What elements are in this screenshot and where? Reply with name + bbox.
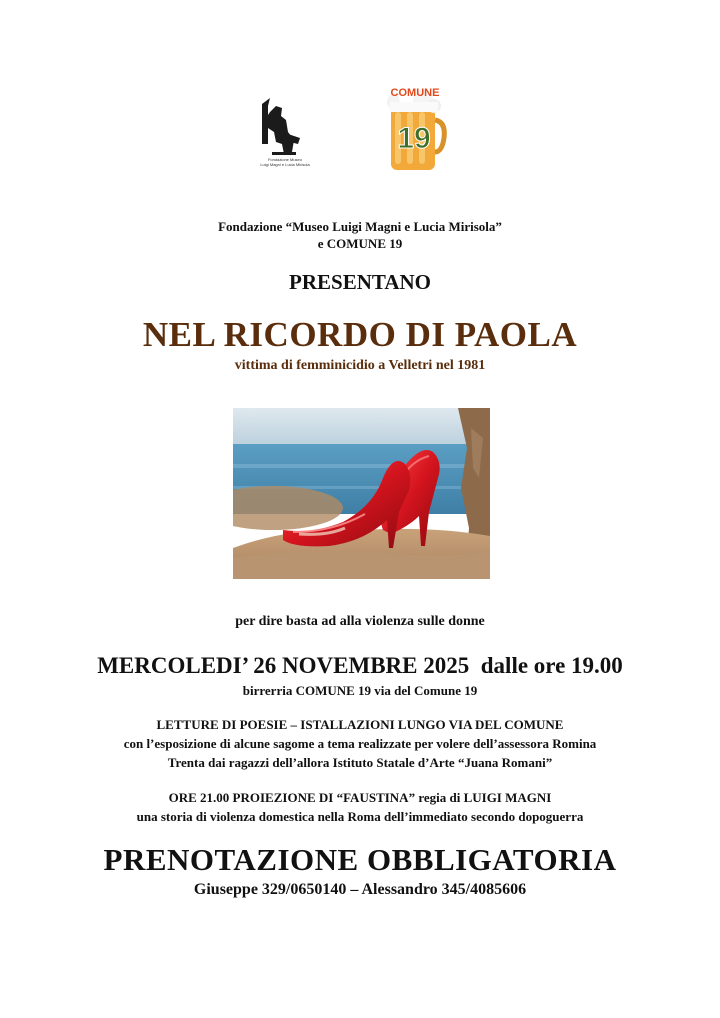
header-line-1: Fondazione “Museo Luigi Magni e Lucia Mirisola” [218, 219, 502, 234]
red-high-heels-photo-icon [233, 408, 490, 579]
red-heels-photo [233, 408, 490, 579]
screening-line-1: ORE 21.00 PROIEZIONE DI “FAUSTINA” regia di LUIGI MAGNI [168, 790, 552, 805]
event-date: MERCOLEDI’ 26 NOVEMBRE 2025 dalle ore 19.00 [97, 653, 623, 678]
comune19-logo [382, 82, 448, 176]
museum-logo-caption-2: Luigi Magni e Lucia Mirisola [260, 162, 310, 167]
page-subtitle: vittima di femminicidio a Velletri nel 1981 [234, 358, 486, 373]
tagline: per dire basta ad alla violenza sulle donne [235, 614, 485, 629]
booking-title: PRENOTAZIONE OBBLIGATORIA [103, 842, 617, 877]
svg-text:19: 19 [397, 122, 431, 155]
svg-text:COMUNE: COMUNE [390, 87, 440, 99]
presentano-label: PRESENTANO [289, 270, 431, 294]
readings-line-3: Trenta dai ragazzi dell’allora Istituto Statale d’Arte “Juana Romani” [167, 755, 553, 770]
page-title: NEL RICORDO DI PAOLA [142, 315, 578, 354]
booking-contacts: Giuseppe 329/0650140 – Alessandro 345/4085606 [193, 881, 527, 898]
readings-line-1: LETTURE DI POESIE – ISTALLAZIONI LUNGO VIA DEL COMUNE [156, 717, 564, 732]
beer-mug-logo-icon [382, 82, 448, 176]
museum-logo-caption-1: Fondazione Museo [267, 157, 303, 162]
screening-line-2: una storia di violenza domestica nella Roma dell’immediato secondo dopoguerra [136, 809, 584, 824]
museum-logo [248, 94, 322, 170]
readings-line-2: con l’esposizione di alcune sagome a tema realizzate per volere dell’assessora Romina [123, 736, 597, 751]
header-line-2: e COMUNE 19 [317, 236, 403, 251]
event-venue: birrerria COMUNE 19 via del Comune 19 [242, 683, 478, 698]
